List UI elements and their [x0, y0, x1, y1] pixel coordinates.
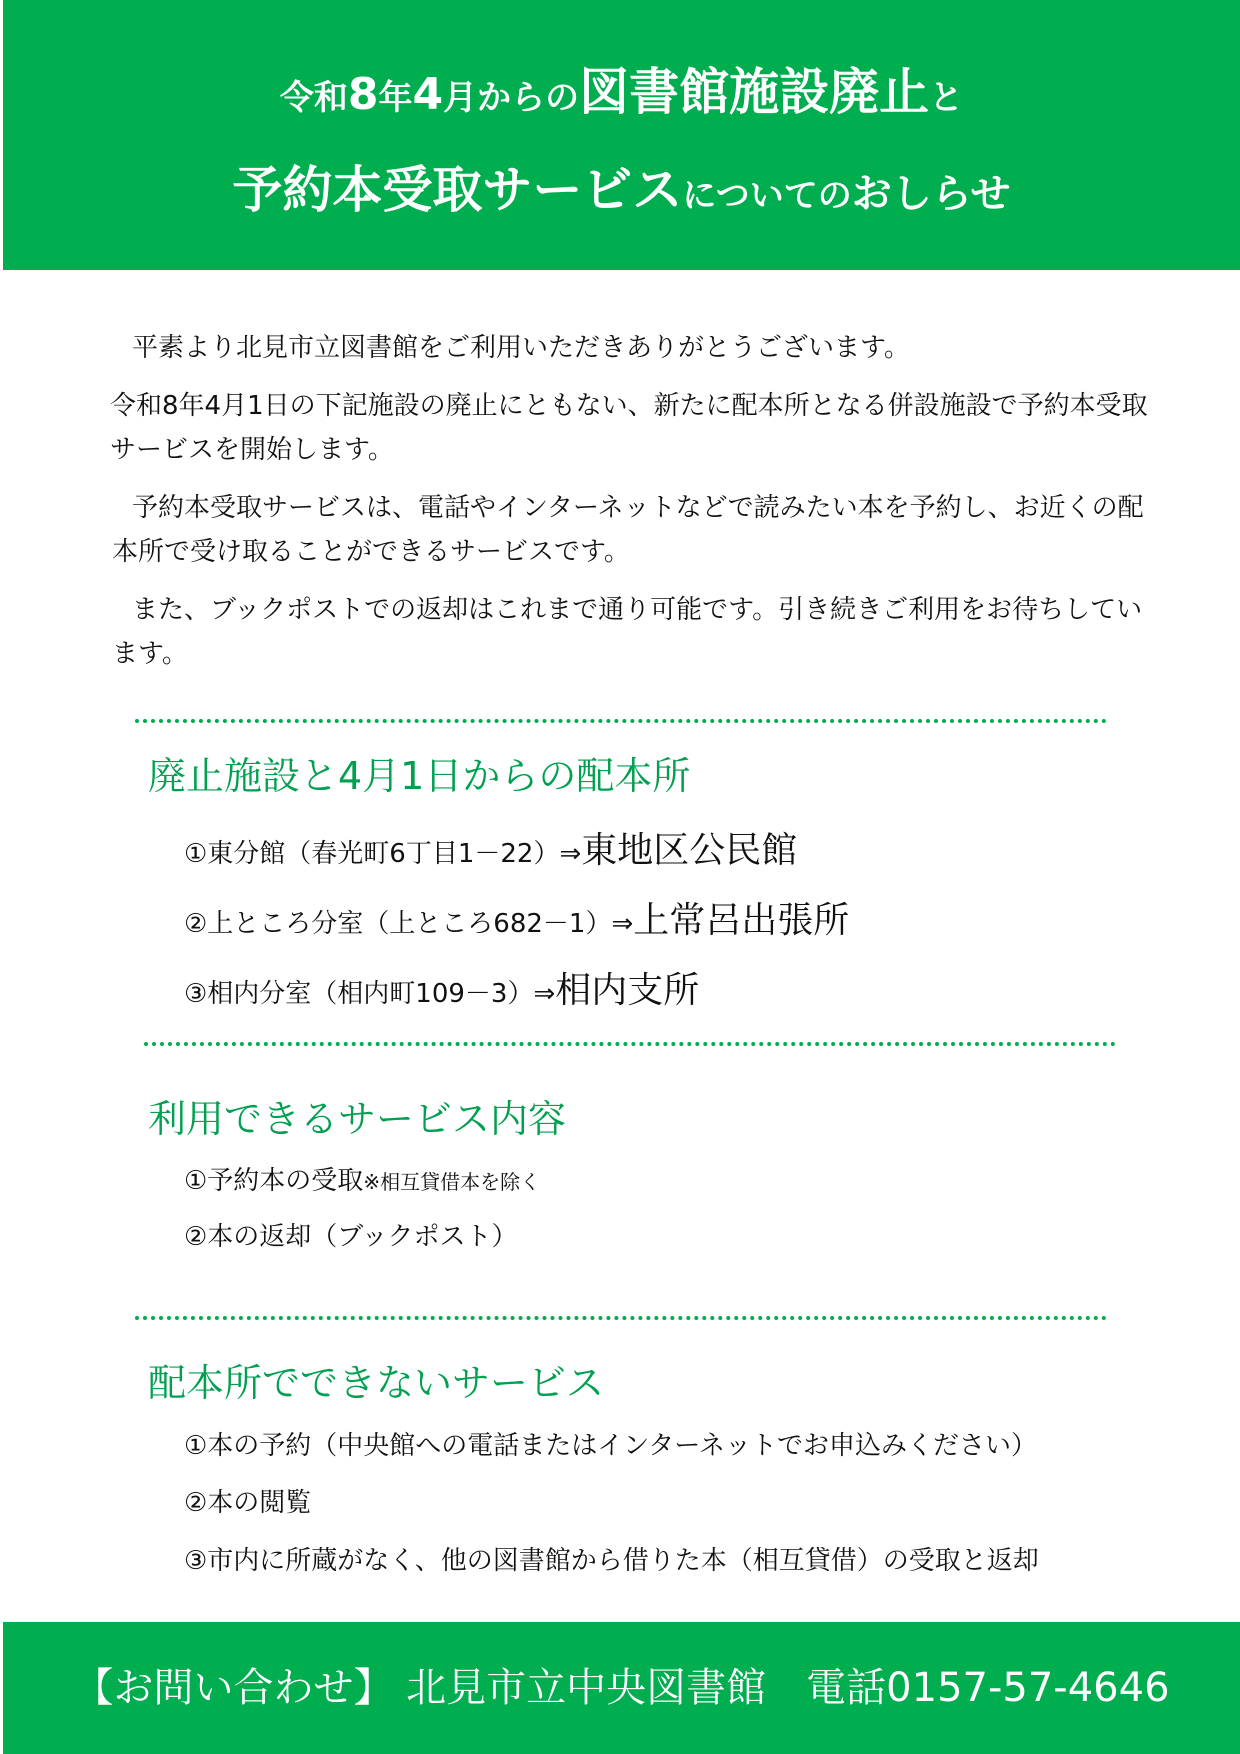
service-text: ①予約本の受取 — [184, 1166, 364, 1196]
contact-footer — [3, 1622, 1240, 1754]
intro-text — [112, 326, 1162, 690]
facility-old: ②上ところ分室（上ところ682－1）⇒ — [184, 909, 634, 939]
intro-paragraph: 令和8年4月1日の下記施設の廃止にともない、新たに配本所となる併設施設で予約本受取サービスを開始します。 — [110, 391, 1148, 465]
title-fragment: おしらせ — [851, 171, 1011, 217]
facility-new: 東地区公民館 — [581, 830, 798, 871]
unavailable-text: ②本の閲覧 — [184, 1488, 312, 1518]
title-fragment: 年 — [378, 78, 413, 118]
title-fragment: 8 — [347, 69, 379, 120]
facility-new: 相内支所 — [555, 970, 700, 1011]
service-item — [184, 1216, 518, 1253]
header-banner — [3, 0, 1240, 270]
title-fragment: 月からの — [443, 78, 580, 118]
title-fragment: 予約本受取サービス — [232, 161, 683, 219]
service-item — [184, 1160, 540, 1197]
divider — [135, 1316, 1107, 1320]
facility-new: 上常呂出張所 — [633, 900, 850, 941]
section-title-facilities: 廃止施設と4月1日からの配本所 — [148, 754, 691, 798]
unavailable-item — [184, 1482, 311, 1519]
title-fragment: 図書館施設廃止 — [579, 63, 930, 121]
facility-old: ③相内分室（相内町109－3）⇒ — [184, 979, 556, 1009]
facility-item — [184, 822, 797, 873]
intro-paragraph: 平素より北見市立図書館をご利用いただきありがとうございます。 — [132, 333, 910, 363]
page-title-line2 — [3, 150, 1240, 222]
unavailable-text: ③市内に所蔵がなく、他の図書館から借りた本（相互貸借）の受取と返却 — [184, 1546, 1039, 1576]
title-fragment: についての — [682, 176, 852, 216]
contact-info: 【お問い合わせ】 北見市立中央図書館 電話0157-57-4646 — [73, 1665, 1170, 1711]
unavailable-item — [184, 1540, 1039, 1577]
divider — [144, 1042, 1116, 1046]
unavailable-text: ①本の予約（中央館への電話またはインターネットでお申込みください） — [184, 1431, 1037, 1461]
service-note: ※相互貸借本を除く — [363, 1170, 541, 1194]
facility-item — [184, 892, 849, 943]
title-fragment: と — [929, 78, 964, 118]
intro-paragraph: 予約本受取サービスは、電話やインターネットなどで読みたい本を予約し、お近くの配本所で受け取ることができるサービスです。 — [112, 493, 1144, 567]
facility-item — [184, 962, 699, 1013]
section-title-unavailable: 配本所でできないサービス — [148, 1361, 605, 1405]
divider — [135, 719, 1107, 723]
section-title-available: 利用できるサービス内容 — [148, 1097, 567, 1141]
title-fragment: 4 — [412, 69, 444, 120]
intro-paragraph: また、ブックポストでの返却はこれまで通り可能です。引き続きご利用をお待ちしています。 — [112, 595, 1143, 669]
title-fragment: 令和 — [279, 78, 348, 118]
service-text: ②本の返却（ブックポスト） — [184, 1222, 518, 1252]
page-title-line1 — [3, 52, 1240, 124]
unavailable-item — [184, 1425, 1037, 1462]
facility-old: ①東分館（春光町6丁目1－22）⇒ — [184, 839, 582, 869]
